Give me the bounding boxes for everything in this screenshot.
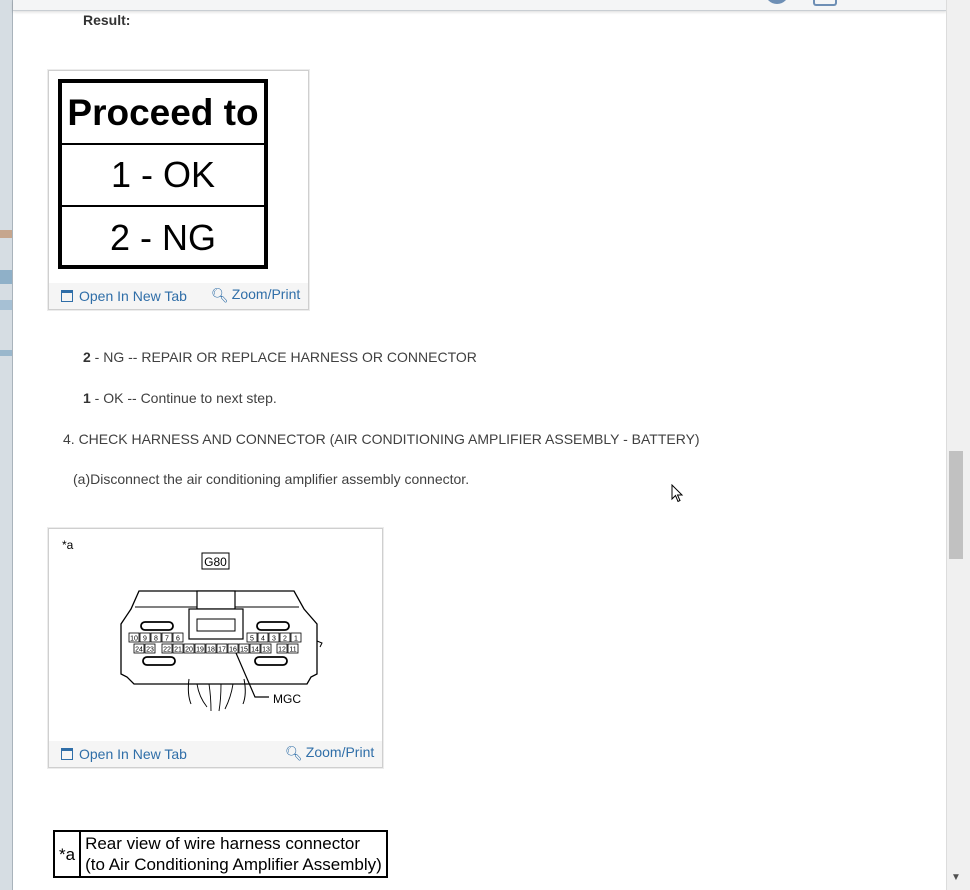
legend-description: Rear view of wire harness connector (to Air Conditioning Amplifier Assembly) bbox=[80, 831, 387, 877]
pin-number: 7 bbox=[165, 635, 169, 643]
proceed-figure bbox=[48, 70, 309, 310]
pin-number: 11 bbox=[289, 646, 297, 654]
pin-number: 17 bbox=[218, 646, 226, 654]
connector-figure bbox=[48, 528, 383, 768]
pin-number: 15 bbox=[240, 646, 248, 654]
open-new-tab-link[interactable]: Open In New Tab bbox=[61, 746, 187, 762]
pin-number: 8 bbox=[154, 635, 158, 643]
pin-number: 10 bbox=[130, 635, 138, 643]
pin-number: 3 bbox=[272, 635, 276, 643]
pin-number: 24 bbox=[135, 646, 143, 654]
figure-toolbar bbox=[49, 741, 382, 767]
window-button-icon[interactable] bbox=[813, 0, 837, 6]
vertical-scrollbar[interactable] bbox=[946, 0, 970, 890]
pin-number: 13 bbox=[262, 646, 270, 654]
profile-icon[interactable] bbox=[765, 0, 789, 4]
pin-number: 2 bbox=[283, 635, 287, 643]
legend-key: *a bbox=[54, 831, 80, 877]
pin-number: 19 bbox=[196, 646, 204, 654]
pin-number: 9 bbox=[143, 635, 147, 643]
window-toolbar bbox=[13, 0, 947, 11]
open-new-tab-link[interactable]: Open In New Tab bbox=[61, 288, 187, 304]
scroll-down-arrow-icon[interactable]: ▼ bbox=[951, 872, 961, 883]
pin-number: 4 bbox=[261, 635, 265, 643]
callout-label: *a bbox=[62, 538, 74, 552]
connector-id-text: G80 bbox=[204, 555, 227, 569]
step-ok-result: 1 - OK -- Continue to next step. bbox=[83, 390, 277, 406]
zoom-icon: 🔍︎ bbox=[285, 745, 303, 761]
step-ng-result: 2 - NG -- REPAIR OR REPLACE HARNESS OR CONNECTOR bbox=[83, 349, 477, 365]
pin-number: 18 bbox=[207, 646, 215, 654]
scrollbar-thumb[interactable] bbox=[949, 451, 963, 559]
result-label: Result: bbox=[83, 12, 131, 28]
legend-table bbox=[53, 830, 388, 878]
zoom-print-link[interactable]: 🔍︎ Zoom/Print bbox=[285, 744, 375, 761]
proceed-row-ok: 1 - OK bbox=[62, 145, 264, 207]
pin-number: 22 bbox=[163, 646, 171, 654]
pin-number: 14 bbox=[251, 646, 259, 654]
pin-number: 20 bbox=[185, 646, 193, 654]
pin-number: 5 bbox=[250, 635, 254, 643]
background-window-strip bbox=[0, 0, 12, 890]
zoom-print-link[interactable]: 🔍︎ Zoom/Print bbox=[211, 286, 301, 303]
proceed-header: Proceed to bbox=[62, 83, 264, 145]
pin-number: 6 bbox=[176, 635, 180, 643]
pin-number: 12 bbox=[278, 646, 286, 654]
zoom-icon: 🔍︎ bbox=[211, 287, 229, 303]
pin-number: 16 bbox=[229, 646, 237, 654]
connector-diagram bbox=[49, 529, 382, 741]
pin-label-mgc: MGC bbox=[273, 692, 301, 706]
pin-number: 21 bbox=[174, 646, 182, 654]
pin-number: 23 bbox=[146, 646, 154, 654]
proceed-table bbox=[58, 79, 268, 269]
mouse-pointer-icon bbox=[671, 484, 685, 504]
proceed-row-ng: 2 - NG bbox=[109, 217, 216, 258]
document-window bbox=[12, 0, 947, 890]
step-4a-instruction: (a)Disconnect the air conditioning amplifier assembly connector. bbox=[73, 471, 470, 487]
step-4-heading: 4. CHECK HARNESS AND CONNECTOR (AIR CONDITIONING AMPLIFIER ASSEMBLY - BATTERY) bbox=[63, 431, 700, 447]
pin-number: 1 bbox=[294, 635, 298, 643]
new-tab-icon bbox=[61, 748, 73, 760]
new-tab-icon bbox=[61, 290, 73, 302]
figure-toolbar bbox=[49, 283, 308, 309]
